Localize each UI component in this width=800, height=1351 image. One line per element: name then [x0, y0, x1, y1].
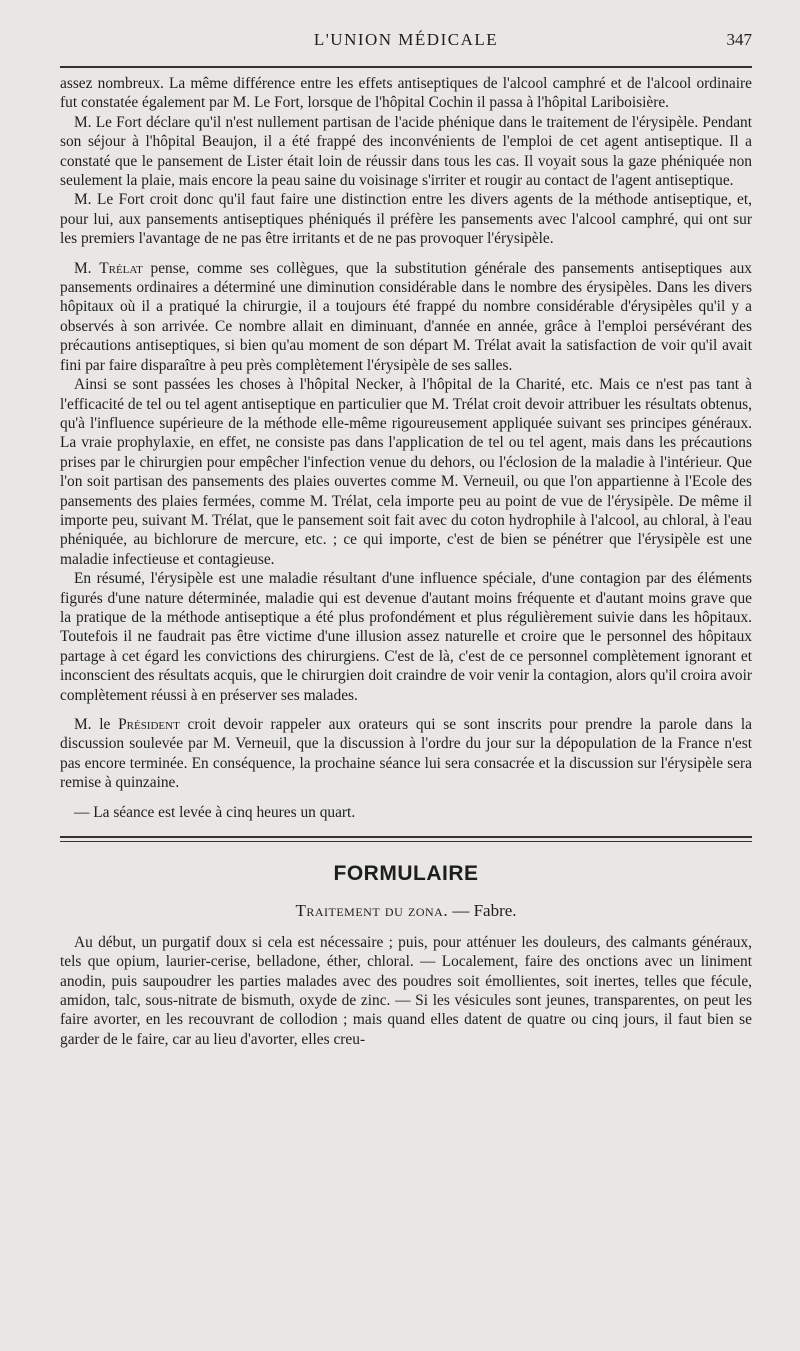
paragraph: En résumé, l'érysipèle est une maladie résultant d'une influence spéciale, d'une contagion par des éléments figurés d'une nature déterminée, maladie qui est devenue d'autant moins fréquente et d'autant moins grave que la pratique de la méthode antiseptique a été plus profondément et plus régulièrement suivie dans les hôpitaux. Toutefois il ne faudrait pas être victime d'une illusion assez naturelle et croire que le personnel des hôpitaux partage à cet égard les convictions des chirurgiens. C'est de là, c'est de ce personnel complètement ignorant et inconscient des résultats acquis, que le chirurgien doit craindre de voir venir la contagion, alors qu'il croira avoir complètement réussi à en préserver ses malades. — [60, 570, 752, 704]
paragraph: Ainsi se sont passées les choses à l'hôpital Necker, à l'hôpital de la Charité, etc. Mais ce n'est pas tant à l'efficacité de tel ou tel agent antiseptique en particulier que M. Trélat croit devoir attribuer les résultats obtenus, qu'à l'influence supérieure de la méthode elle-même rigoureusement appliquée suivant ses principes généraux. La vraie prophylaxie, en effet, ne consiste pas dans l'application de tel ou tel agent, mais dans les précautions prises par le chirurgien pour empêcher l'infection venue du dehors, ou l'éclosion de la maladie à l'intérieur. Que l'on soit partisan des pansements des plaies ouvertes comme M. Verneuil, ou que l'on appartienne à l'Ecole des pansements des plaies fermées, comme M. Trélat, cela importe peu au point de vue de l'érysipèle. De même il importe peu, suivant M. Trélat, que le pansement soit fait avec du coton hydrophile à l'alcool, au chloral, à l'eau phéniquée, au bichlorure de mercure, etc. ; ce qui importe, c'est de bien se pénétrer que l'érysipèle est une maladie infectieuse et contagieuse. — [60, 376, 752, 568]
formula-author: — Fabre. — [452, 901, 517, 921]
speaker-name: Président — [118, 716, 180, 733]
closing-line: — La séance est levée à cinq heures un quart. — [74, 803, 356, 821]
section-divider — [60, 836, 752, 842]
speaker-lead: M. — [74, 259, 92, 277]
article-body — [60, 74, 752, 1049]
running-title: L'UNION MÉDICALE — [313, 30, 499, 49]
formula-subtitle — [60, 901, 752, 920]
speaker-name: Trélat — [99, 259, 143, 277]
paragraph-text: croit devoir rappeler aux orateurs qui se sont inscrits pour prendre la parole dans la discussion soulevée par M. Verneuil, que la discussion à l'ordre du jour sur la dépopulation de la France n'est pas encore terminée. En conséquence, la prochaine séance lui sera consacrée et la discussion sur l'érysipèle sera remise à quinzaine. — [60, 716, 752, 792]
paragraph: M. Le Fort déclare qu'il n'est nullement partisan de l'acide phénique dans le traitement de l'érysipèle. Pendant son séjour à l'hôpital Beaujon, il a été frappé des inconvénients de l'emploi de cet agent antiseptique. Il a constaté que le pansement de Lister était loin de réussir dans tous les cas. Il voyait sous la gaze phéniquée non seulement la plaie, mais encore la peau saine du voisinage s'irriter et rougir au contact de l'agent antiseptique. — [60, 113, 752, 190]
formula-text: Au début, un purgatif doux si cela est nécessaire ; puis, pour atténuer les douleurs, des calmants généraux, tels que opium, laurier-cerise, belladone, éther, chloral. — Localement, faire des onctions avec un liniment anodin, puis saupoudrer les parties malades avec des poudres soit émollientes, soit inertes, telles que fécule, amidon, talc, sous-nitrate de bismuth, oxyde de zinc. — Si les vésicules sont jeunes, transparentes, on peut les faire avorter, en les recouvrant de collodion ; mais quand elles datent de quatre ou cinq jours, il faut bien se garder de le faire, car au lieu d'avorter, elles creu- — [60, 933, 752, 1048]
paragraph: M. Le Fort croit donc qu'il faut faire une distinction entre les divers agents de la méthode antiseptique, et, pour lui, aux pansements antiseptiques phéniqués il préfère les pansements avec l'alcool camphré, qui ont sur les premiers l'avantage de ne pas être irritants et de ne pas provoquer l'érysipèle. — [60, 191, 752, 248]
trelat-paragraph — [60, 259, 752, 375]
formula-name: Traitement du zona. — [295, 901, 449, 921]
section-title: FORMULAIRE — [333, 862, 479, 886]
paragraph: assez nombreux. La même différence entre les effets antiseptiques de l'alcool camphré et de l'alcool ordinaire fut constatée également par M. Le Fort, lorsque de l'hôpital Cochin il passa à l'hôpital Lariboisière. — [60, 75, 752, 112]
paragraph-text: pense, comme ses collègues, que la substitution générale des pansements antiseptiques aux pansements ordinaires a déterminé une diminution considérable dans le nombre des érysipèles. Dans les divers hôpitaux où il a pratiqué la chirurgie, il a toujours été frappé du nombre considérable d'érysipèles qu'il y a observés à son arrivée. Ce nombre allait en diminuant, d'année en année, grâce à l'emploi persévérant des précautions antiseptiques, si bien qu'au moment de son départ M. Trélat avait la satisfaction de voir qu'il avait fini par faire disparaître à peu près complètement l'érysipèle de ses salles. — [60, 259, 752, 374]
page-header — [60, 30, 752, 58]
header-rule — [60, 66, 752, 68]
speaker-lead: M. le — [74, 716, 111, 733]
page-number: 347 — [726, 30, 752, 49]
president-paragraph — [60, 715, 752, 793]
